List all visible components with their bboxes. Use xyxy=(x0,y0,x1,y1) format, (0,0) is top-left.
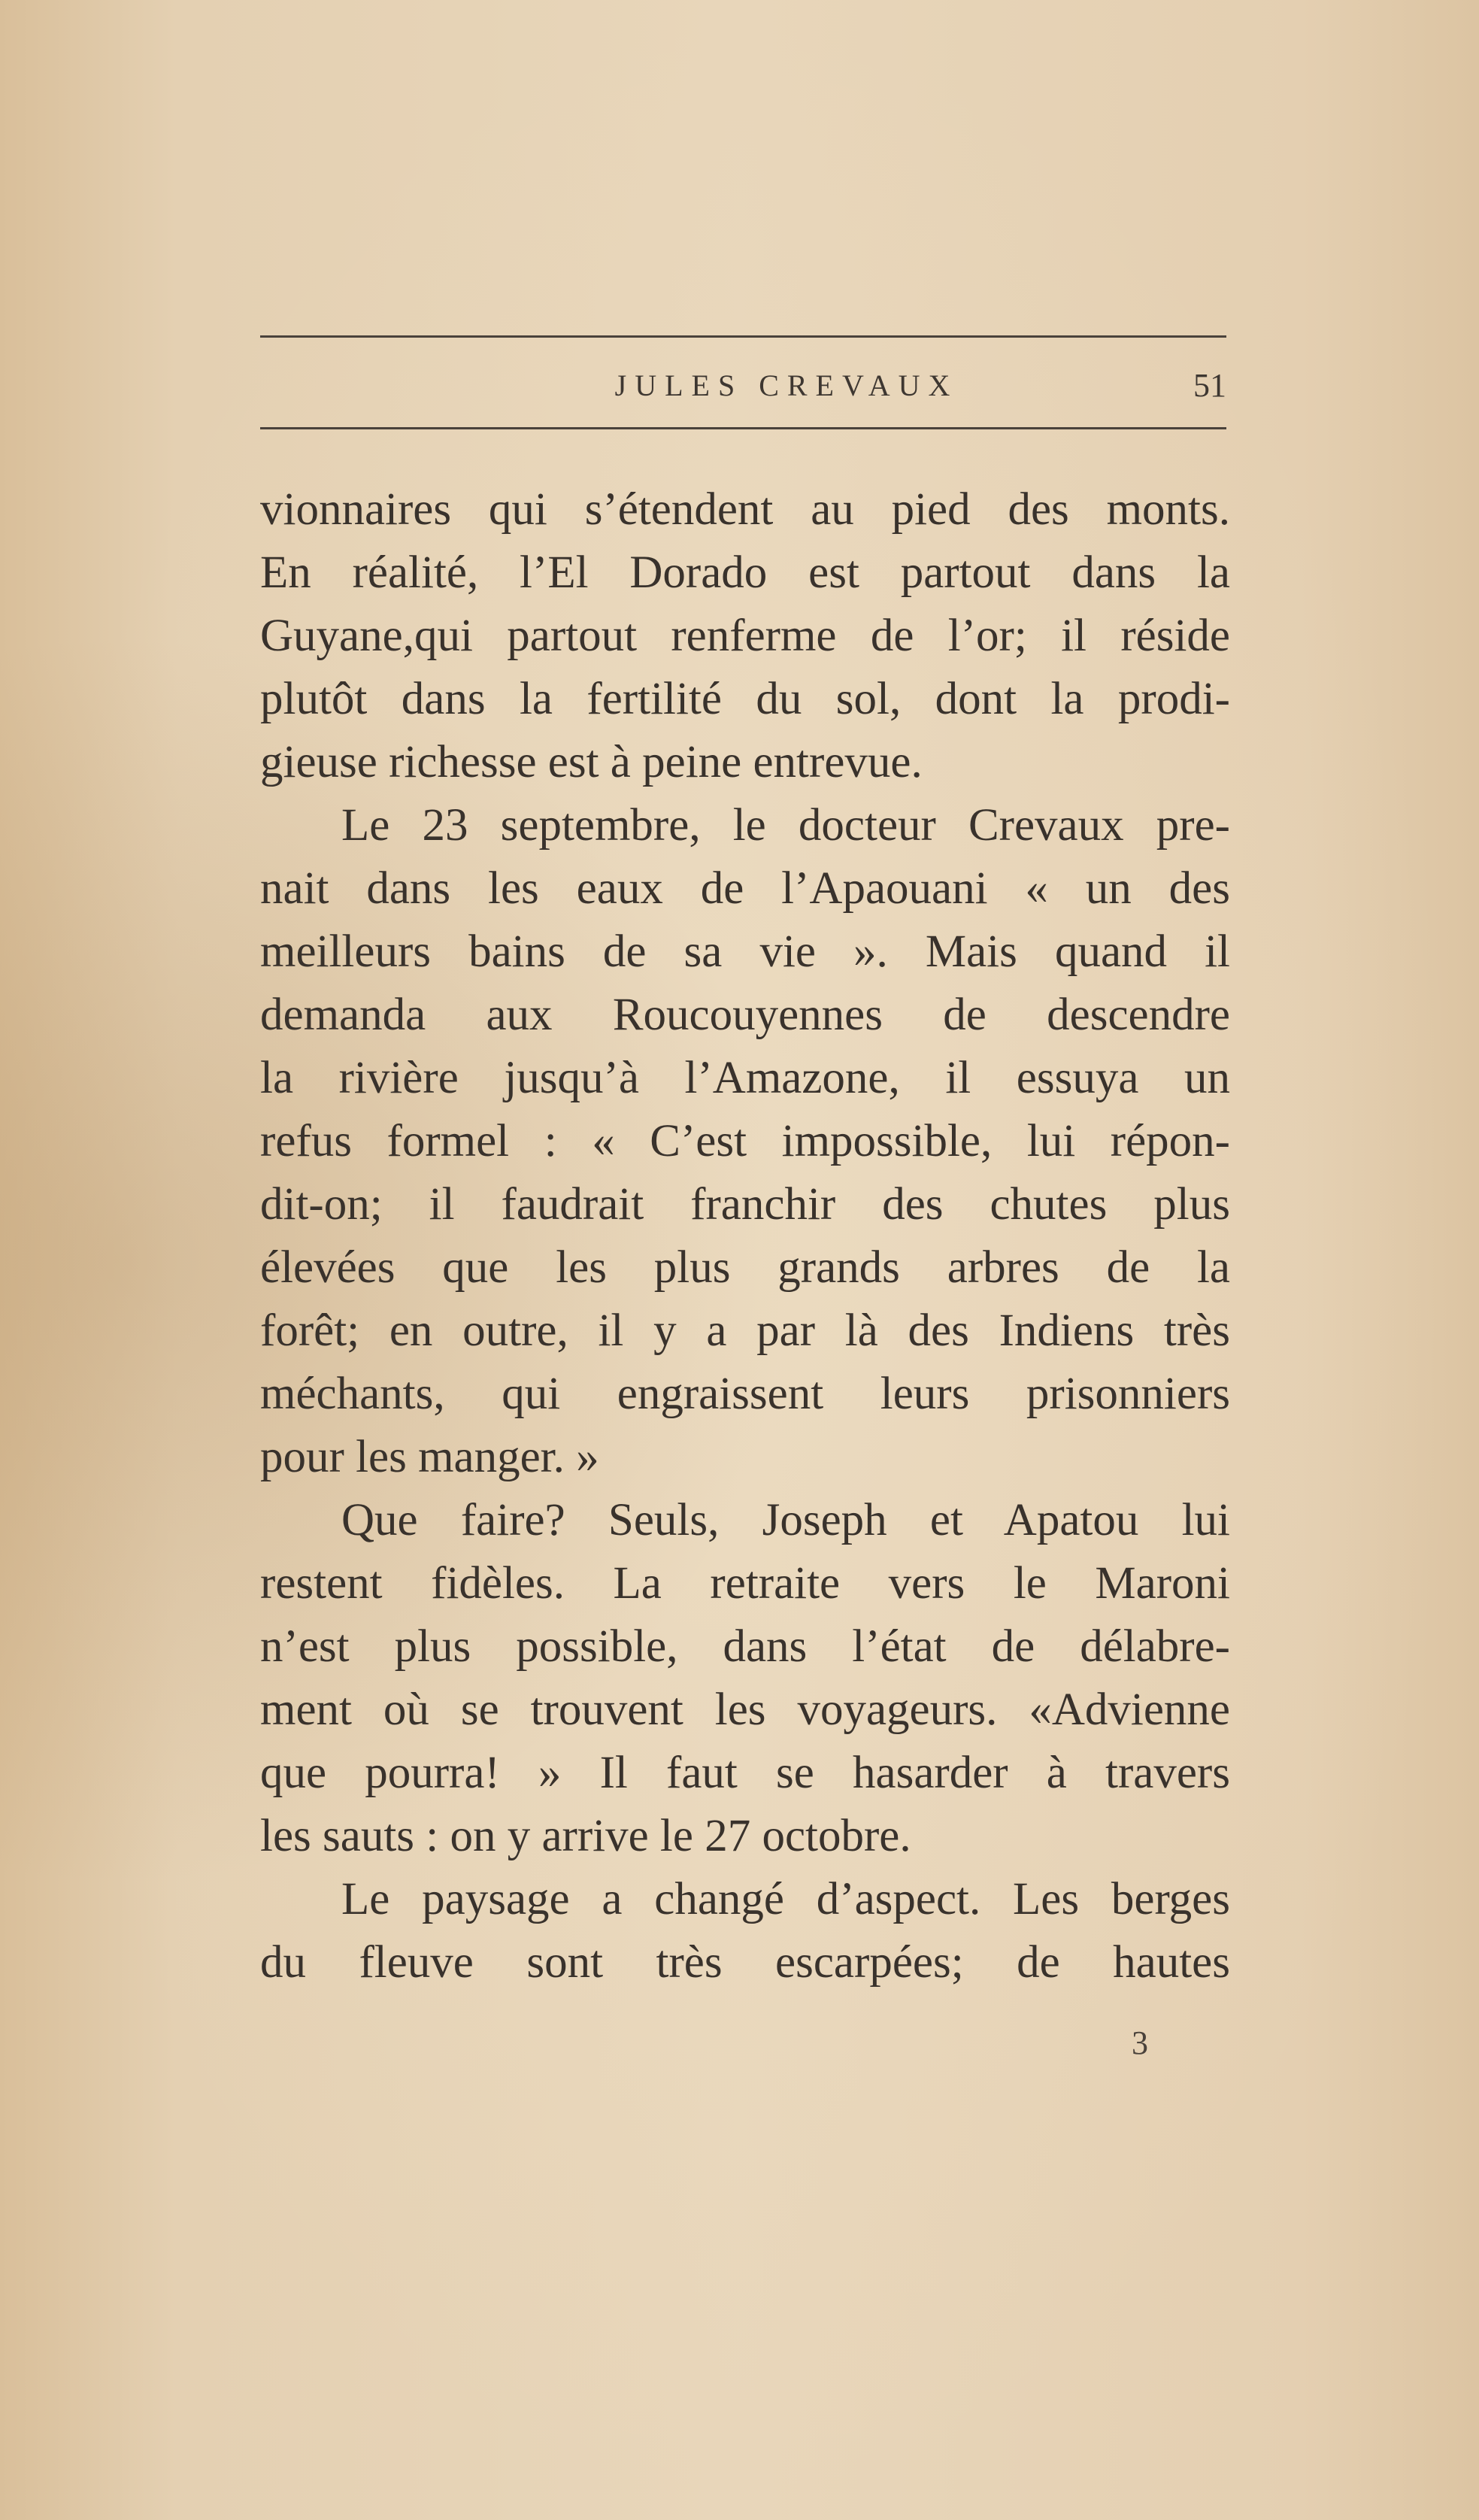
text-line: Que faire? Seuls, Joseph et Apatou lui xyxy=(341,1495,1230,1545)
text-line: meilleurs bains de sa vie ». Mais quand il xyxy=(260,926,1230,977)
text-line: du fleuve sont très escarpées; de hautes xyxy=(260,1937,1230,1988)
text-line: ment où se trouvent les voyageurs. «Advienne xyxy=(260,1685,1230,1735)
text-line: élevées que les plus grands arbres de la xyxy=(260,1242,1230,1293)
text-line: n’est plus possible, dans l’état de délabre- xyxy=(260,1621,1230,1672)
text-line: méchants, qui engraissent leurs prisonniers xyxy=(260,1369,1230,1419)
text-line: pour les manger. » xyxy=(260,1432,599,1482)
signature-mark: 3 xyxy=(1132,2024,1148,2061)
text-line: Le 23 septembre, le docteur Crevaux pre- xyxy=(341,800,1230,851)
running-head xyxy=(260,359,1226,412)
text-line: forêt; en outre, il y a par là des Indiens très xyxy=(260,1305,1230,1356)
text-line: dit-on; il faudrait franchir des chutes plus xyxy=(260,1179,1230,1230)
text-line: Le paysage a changé d’aspect. Les berges xyxy=(341,1874,1230,1924)
text-line: En réalité, l’El Dorado est partout dans la xyxy=(260,547,1230,598)
text-line: refus formel : « C’est impossible, lui répon- xyxy=(260,1116,1230,1166)
text-line: que pourra! » Il faut se hasarder à travers xyxy=(260,1748,1230,1798)
running-title: JULES CREVAUX xyxy=(614,368,959,402)
text-line: Guyane,qui partout renferme de l’or; il réside xyxy=(260,611,1230,661)
page-number: 51 xyxy=(1193,367,1226,404)
header-top-rule xyxy=(260,335,1226,338)
text-line: nait dans les eaux de l’Apaouani « un des xyxy=(260,863,1230,914)
text-line: restent fidèles. La retraite vers le Maroni xyxy=(260,1558,1230,1609)
text-line: gieuse richesse est à peine entrevue. xyxy=(260,737,923,787)
text-line: vionnaires qui s’étendent au pied des monts. xyxy=(260,484,1230,535)
text-line: demanda aux Roucouyennes de descendre xyxy=(260,990,1230,1040)
body-text xyxy=(260,478,1230,1994)
text-line: plutôt dans la fertilité du sol, dont la prodi- xyxy=(260,674,1230,724)
text-line: les sauts : on y arrive le 27 octobre. xyxy=(260,1811,911,1861)
text-line: la rivière jusqu’à l’Amazone, il essuya un xyxy=(260,1053,1230,1103)
header-bottom-rule xyxy=(260,427,1226,429)
